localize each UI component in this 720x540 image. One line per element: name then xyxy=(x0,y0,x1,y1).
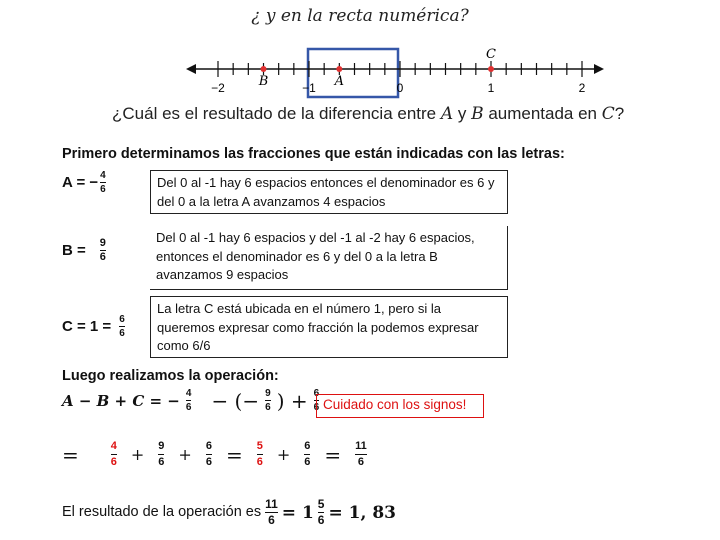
intro-text: Primero determinamos las fracciones que están indicadas con las letras: xyxy=(62,146,565,162)
fraction: $\frac{4}{6}$ xyxy=(110,440,117,468)
question: ¿Cuál es el resultado de la diferencia entre A y B aumentada en C? xyxy=(112,104,625,124)
tick-label: −1 xyxy=(302,81,316,95)
fraction: $\frac{11}{6}$ xyxy=(355,440,367,468)
operator: + xyxy=(276,445,291,464)
fraction: $\frac{6}{6}$ xyxy=(205,440,212,468)
number-line xyxy=(180,40,620,100)
point-label-b: B xyxy=(258,74,269,89)
fraction: $\frac{5}{6}$ xyxy=(256,440,263,468)
explanation-a: Del 0 al -1 hay 6 espacios entonces el denominador es 6 y del 0 a la letra A avanzamos 4 espacios xyxy=(150,170,508,214)
warning-box: Cuidado con los signos! xyxy=(316,394,484,418)
fraction: $\frac{9}{6}$ xyxy=(158,440,165,468)
point-c xyxy=(488,66,494,72)
operation-heading: Luego realizamos la operación: xyxy=(62,368,279,384)
label-b: B = $\frac{9}{6}$ xyxy=(62,237,106,263)
result-line: El resultado de la operación es $\frac{11}{6}$ = 1 $\frac{5}{6}$ = 1, 83 xyxy=(62,497,396,527)
tick-label: −2 xyxy=(211,81,225,95)
operator: + xyxy=(130,445,145,464)
tick-label: 0 xyxy=(396,81,404,95)
operation-line-1: A − B + C = − $\frac{4}{6}$ − (− $\frac{9}{6}$ ) + $\frac{6}{6}$ xyxy=(62,388,320,413)
tick-label: 1 xyxy=(487,81,495,95)
operator: + xyxy=(178,445,192,464)
point-label-c: C xyxy=(486,47,496,62)
explanation-c: La letra C está ubicada en el número 1, pero si la queremos expresar como fracción la podemos expresar como 6/6 xyxy=(150,296,508,358)
point-a xyxy=(336,66,342,72)
label-a: A = − $\frac{4}{6}$ xyxy=(62,170,106,195)
page-title: ¿ y en la recta numérica? xyxy=(251,6,469,26)
arrow-left-icon xyxy=(186,64,196,74)
label-c: C = 1 = $\frac{6}{6}$ xyxy=(62,314,125,339)
fraction: $\frac{6}{6}$ xyxy=(304,440,311,468)
operation-terms xyxy=(111,440,367,469)
operator: = xyxy=(225,442,243,467)
explanation-b: Del 0 al -1 hay 6 espacios y del -1 al -2 hay 6 espacios, entonces el denominador es 6 y del 0 a la letra B avanzamos 9 espacios xyxy=(150,226,508,290)
arrow-right-icon xyxy=(594,64,604,74)
point-b xyxy=(261,66,267,72)
tick-label: 2 xyxy=(578,81,586,95)
point-label-a: A xyxy=(334,74,344,89)
operation-line-2: = $\frac{4}{6}$ + $\frac{9}{6}$ + $\frac{6}{6}$ = $\frac{5}{6}$ + $\frac{6}{6}$ = $\frac{11}{6}$ xyxy=(62,440,367,468)
operator: = xyxy=(324,442,342,467)
